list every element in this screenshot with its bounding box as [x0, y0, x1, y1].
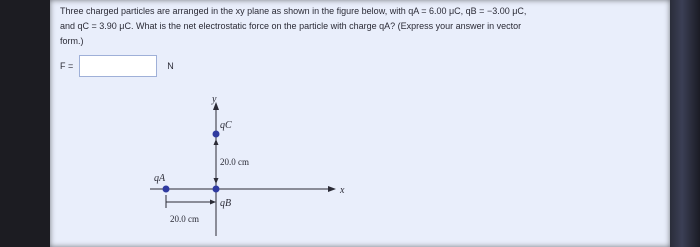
vertical-dim-arrow-up — [214, 139, 219, 145]
charge-b-dot — [213, 186, 220, 193]
horizontal-dim-arrow — [210, 200, 216, 205]
vertical-distance-label: 20.0 cm — [220, 157, 249, 167]
horizontal-distance-label: 20.0 cm — [170, 214, 199, 224]
force-unit: N — [167, 61, 174, 71]
x-axis-label: x — [340, 185, 345, 196]
answer-row — [60, 55, 174, 77]
charge-a-dot — [163, 186, 170, 193]
x-axis-arrow — [328, 186, 336, 192]
y-axis-label: y — [212, 94, 217, 105]
force-answer-input[interactable] — [79, 55, 157, 77]
charge-b-label: qB — [220, 198, 232, 209]
question-line-3: form.) — [60, 36, 84, 46]
charge-a-label: qA — [154, 173, 166, 184]
question-text — [60, 4, 660, 49]
vertical-dim-arrow-down — [214, 178, 219, 184]
charge-figure — [150, 86, 370, 246]
question-line-1: Three charged particles are arranged in the xy plane as shown in the figure below, with qA = 6.00 μC, qB = −3.00 μC, — [60, 6, 527, 16]
background-edge — [670, 0, 700, 247]
charge-c-dot — [213, 131, 220, 138]
question-line-2: and qC = 3.90 μC. What is the net electrostatic force on the particle with charge qA? (Express your answer in vector — [60, 21, 522, 31]
force-label: F = — [60, 61, 74, 71]
question-panel — [50, 0, 670, 247]
charge-c-label: qC — [220, 120, 232, 131]
